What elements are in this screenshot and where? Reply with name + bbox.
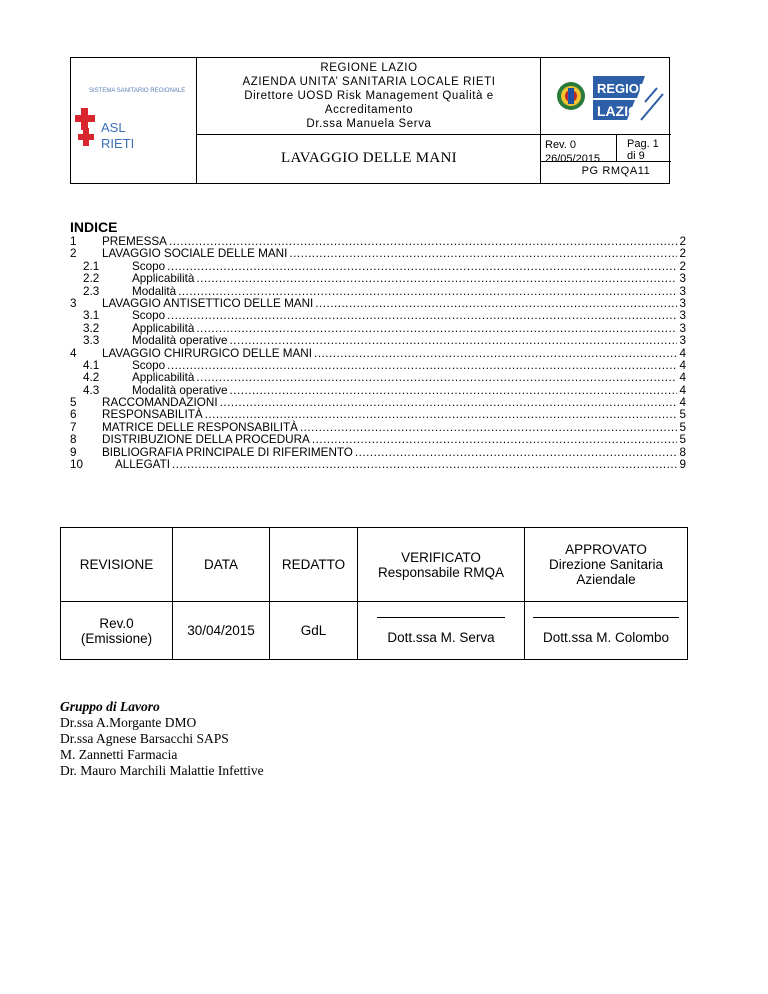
toc-entry-label: RACCOMANDAZIONI xyxy=(102,396,218,410)
organization-block xyxy=(199,61,539,131)
toc-leader-dots xyxy=(355,447,678,459)
toc-entry-page: 4 xyxy=(679,346,686,360)
verified-role: Responsabile RMQA xyxy=(377,564,505,580)
svg-text:ASL: ASL xyxy=(101,120,126,135)
toc-entry-page: 5 xyxy=(679,408,686,422)
revision-note: (Emissione) xyxy=(80,630,153,646)
page-number: Pag. 1 di 9 xyxy=(627,138,659,162)
toc-entry-label: PREMESSA xyxy=(102,235,167,248)
svg-text:SISTEMA SANITARIO REGIONALE: SISTEMA SANITARIO REGIONALE xyxy=(89,88,186,94)
revision-date: 26/05/2015 xyxy=(545,153,601,165)
signature-line xyxy=(533,617,679,618)
working-group-member: M. Zannetti Farmacia xyxy=(60,747,178,762)
table-of-contents xyxy=(70,236,686,471)
toc-entry-page: 3 xyxy=(679,284,686,298)
toc-entry-number: 3 xyxy=(70,296,77,310)
toc-leader-dots xyxy=(314,348,678,360)
org-line: Direttore UOSD Risk Management Qualità e xyxy=(244,90,494,102)
toc-entry-label: BIBLIOGRAFIA PRINCIPALE DI RIFERIMENTO xyxy=(102,445,353,459)
toc-entry-page: 2 xyxy=(679,247,686,261)
toc-leader-dots xyxy=(312,434,678,446)
toc-entry-label: LAVAGGIO ANTISETTICO DELLE MANI xyxy=(102,296,314,310)
document-title: LAVAGGIO DELLE MANI xyxy=(281,150,457,166)
toc-entry-number: 2.3 xyxy=(83,284,100,298)
toc-entry[interactable] xyxy=(70,409,686,421)
toc-entry[interactable] xyxy=(70,459,686,471)
header-divider xyxy=(540,134,671,135)
svg-text:RIETI: RIETI xyxy=(101,136,135,151)
toc-entry-page: 4 xyxy=(679,371,686,385)
toc-entry-number: 4 xyxy=(70,346,77,360)
toc-leader-dots xyxy=(205,409,678,421)
toc-entry-label: ALLEGATI xyxy=(115,458,170,472)
toc-entry-page: 5 xyxy=(679,420,686,434)
toc-entry-number: 4.1 xyxy=(83,358,100,372)
toc-entry-label: LAVAGGIO SOCIALE DELLE MANI xyxy=(102,247,288,261)
header-divider xyxy=(540,58,541,183)
approved-signer: Dott.ssa M. Colombo xyxy=(542,629,670,645)
org-line: AZIENDA UNITA’ SANITARIA LOCALE RIETI xyxy=(242,76,496,88)
toc-entry-page: 3 xyxy=(679,296,686,310)
toc-leader-dots xyxy=(220,397,678,409)
toc-entry-number: 9 xyxy=(70,445,77,459)
toc-leader-dots xyxy=(167,310,677,322)
toc-leader-dots xyxy=(167,360,677,372)
asl-logo-icon xyxy=(75,64,195,174)
header-divider xyxy=(616,134,617,162)
toc-leader-dots xyxy=(230,335,678,347)
asl-rieti-logo xyxy=(75,64,195,174)
toc-entry-label: LAVAGGIO CHIRURGICO DELLE MANI xyxy=(102,346,312,360)
toc-entry-label: Applicabilità xyxy=(132,321,195,335)
toc-entry[interactable] xyxy=(70,248,686,260)
toc-entry-label: Modalità operative xyxy=(132,383,228,397)
toc-entry-number: 3.2 xyxy=(83,321,100,335)
revision-number: Rev. 0 xyxy=(545,139,576,151)
toc-entry-number: 2.2 xyxy=(83,272,100,286)
toc-entry-label: Scopo xyxy=(132,309,166,323)
revision-header: REVISIONE xyxy=(61,528,173,602)
toc-entry-number: 6 xyxy=(70,408,77,422)
toc-entry-label: Modalità xyxy=(132,284,177,298)
toc-entry-page: 4 xyxy=(679,358,686,372)
toc-entry[interactable] xyxy=(70,273,686,285)
signature-line xyxy=(377,617,505,618)
approved-cell xyxy=(525,602,688,660)
approved-title: APPROVATO xyxy=(565,542,647,557)
toc-leader-dots xyxy=(196,273,677,285)
org-line: REGIONE LAZIO xyxy=(320,62,418,74)
verified-signer: Dott.ssa M. Serva xyxy=(387,629,495,645)
document-header xyxy=(70,57,670,184)
toc-entry-number: 2 xyxy=(70,247,77,261)
toc-entry-label: Modalità operative xyxy=(132,334,228,348)
approval-data-row xyxy=(61,602,688,660)
toc-entry-number: 4.3 xyxy=(83,383,100,397)
toc-entry-label: Scopo xyxy=(132,358,166,372)
toc-leader-dots xyxy=(172,459,677,471)
toc-entry-page: 3 xyxy=(679,309,686,323)
toc-entry-page: 3 xyxy=(679,334,686,348)
verified-cell xyxy=(358,602,525,660)
working-group-title: Gruppo di Lavoro xyxy=(60,699,160,714)
toc-leader-dots xyxy=(167,261,677,273)
toc-entry-label: DISTRIBUZIONE DELLA PROCEDURA xyxy=(102,433,310,447)
regione-lazio-logo xyxy=(545,62,667,132)
working-group-member: Dr. Mauro Marchili Malattie Infettive xyxy=(60,763,264,778)
index-title: INDICE xyxy=(70,219,118,235)
toc-entry-number: 2.1 xyxy=(83,259,100,273)
org-line: Dr.ssa Manuela Serva xyxy=(306,118,432,130)
toc-entry-page: 8 xyxy=(679,445,686,459)
toc-entry-page: 5 xyxy=(679,433,686,447)
org-line: Accreditamento xyxy=(324,104,414,116)
header-divider xyxy=(196,134,541,135)
toc-entry[interactable] xyxy=(70,335,686,347)
toc-entry-page: 4 xyxy=(679,383,686,397)
toc-entry-number: 1 xyxy=(70,235,77,248)
toc-leader-dots xyxy=(230,385,678,397)
toc-entry-number: 8 xyxy=(70,433,77,447)
verified-title: VERIFICATO xyxy=(401,549,481,565)
toc-entry[interactable] xyxy=(70,372,686,384)
approved-header xyxy=(525,528,688,602)
toc-entry-page: 4 xyxy=(679,396,686,410)
toc-entry-number: 7 xyxy=(70,420,77,434)
revision-cell xyxy=(61,602,173,660)
working-group xyxy=(60,699,264,779)
toc-entry-label: Applicabilità xyxy=(132,272,195,286)
toc-entry-page: 9 xyxy=(679,458,686,472)
toc-entry-label: MATRICE DELLE RESPONSABILITÀ xyxy=(102,420,298,434)
toc-entry-label: RESPONSABILITÀ xyxy=(102,408,203,422)
toc-leader-dots xyxy=(300,422,678,434)
approval-table xyxy=(60,527,688,660)
revision-value: Rev.0 xyxy=(99,615,134,631)
drafted-header: REDATTO xyxy=(270,528,358,602)
toc-entry-page: 3 xyxy=(679,272,686,286)
header-divider xyxy=(196,58,197,183)
verified-header xyxy=(358,528,525,602)
toc-leader-dots xyxy=(196,323,677,335)
toc-entry[interactable] xyxy=(70,310,686,322)
toc-entry-number: 3.3 xyxy=(83,334,100,348)
approval-header-row xyxy=(61,528,688,602)
toc-entry-number: 10 xyxy=(70,458,84,472)
toc-entry[interactable] xyxy=(70,434,686,446)
toc-entry-label: Applicabilità xyxy=(132,371,195,385)
svg-text:REGIONE: REGIONE xyxy=(597,81,657,96)
approved-role: Direzione Sanitaria Aziendale xyxy=(548,557,664,587)
toc-entry-page: 2 xyxy=(679,235,686,248)
toc-entry-page: 2 xyxy=(679,259,686,273)
toc-leader-dots xyxy=(289,248,677,260)
date-header: DATA xyxy=(173,528,270,602)
working-group-member: Dr.ssa A.Morgante DMO xyxy=(60,715,197,730)
toc-entry-number: 3.1 xyxy=(83,309,100,323)
svg-text:LAZIO: LAZIO xyxy=(597,103,639,119)
toc-entry-number: 4.2 xyxy=(83,371,100,385)
toc-entry-label: Scopo xyxy=(132,259,166,273)
date-cell: 30/04/2015 xyxy=(173,602,270,660)
toc-entry-number: 5 xyxy=(70,396,77,410)
toc-leader-dots xyxy=(315,298,677,310)
document-code: PG RMQA11 xyxy=(581,165,651,177)
working-group-member: Dr.ssa Agnese Barsacchi SAPS xyxy=(60,731,229,746)
toc-entry-page: 3 xyxy=(679,321,686,335)
regione-lazio-icon xyxy=(545,62,667,132)
revision-info xyxy=(545,138,600,166)
toc-leader-dots xyxy=(196,372,677,384)
drafted-cell: GdL xyxy=(270,602,358,660)
